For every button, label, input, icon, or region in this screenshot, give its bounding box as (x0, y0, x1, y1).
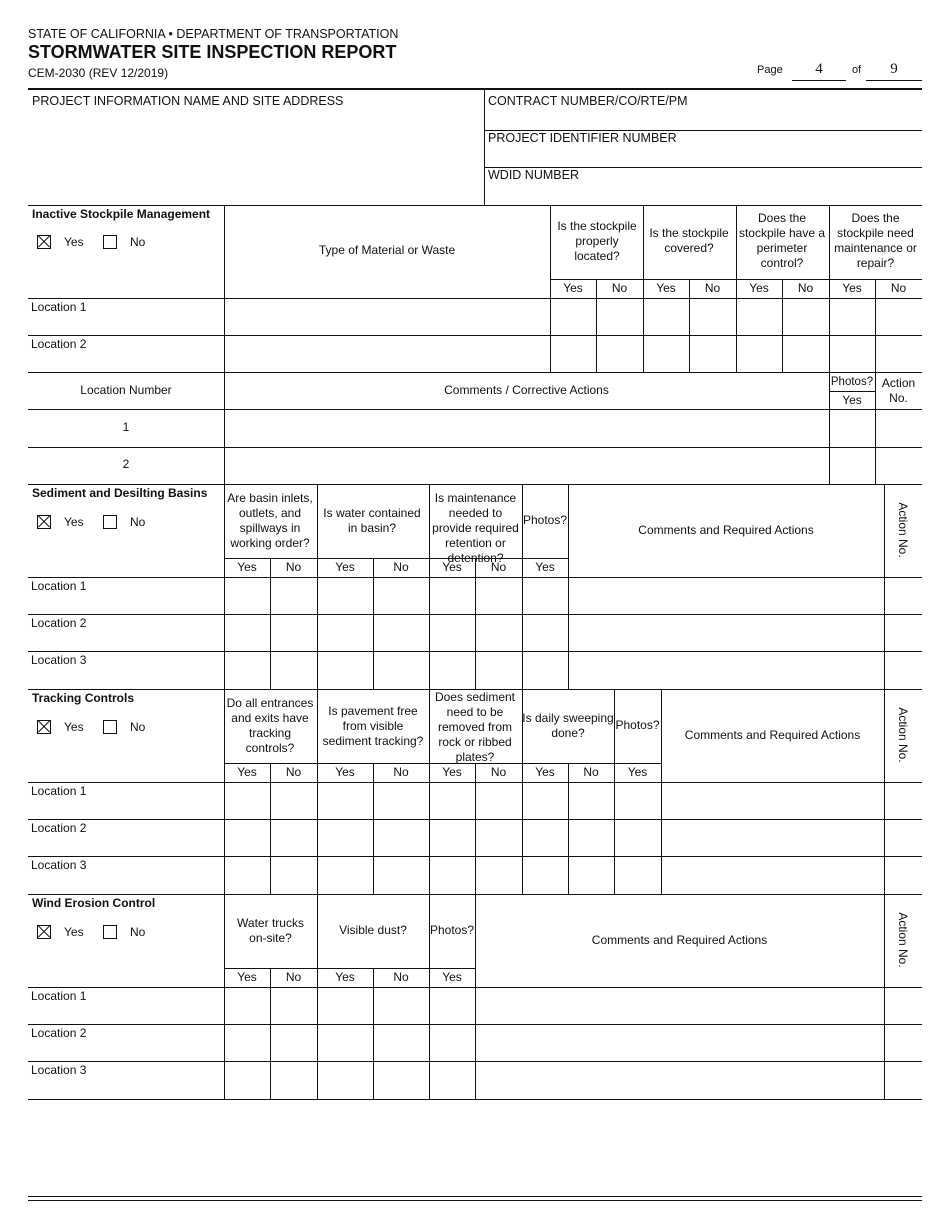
sediment-location-2: Location 2 (31, 616, 87, 630)
col-divider (614, 689, 615, 894)
col-divider (270, 968, 271, 1099)
col-divider (317, 689, 318, 894)
yes-header: Yes (842, 281, 862, 295)
yes-header: Yes (749, 281, 769, 295)
yes-header: Yes (442, 765, 462, 779)
rule (28, 484, 922, 485)
wind-yes-checkbox[interactable] (37, 925, 51, 939)
tracking-yes-label: Yes (64, 720, 84, 734)
yes-header: Yes (335, 560, 355, 574)
col-divider (373, 558, 374, 689)
stockpile-q1-header: Is the stockpile properly located? (557, 219, 637, 263)
rule (28, 298, 922, 299)
rule (28, 1099, 922, 1100)
col-divider (224, 894, 225, 1099)
sediment-yes-checkbox[interactable] (37, 515, 51, 529)
col-divider (317, 894, 318, 1099)
stockpile-no-checkbox[interactable] (103, 235, 117, 249)
stockpile-location-1: Location 1 (31, 300, 87, 314)
tracking-yes-checkbox[interactable] (37, 720, 51, 734)
sediment-no-label: No (130, 515, 146, 529)
photos-header: Photos? (830, 376, 874, 388)
sediment-location-3: Location 3 (31, 653, 87, 667)
col-divider (829, 205, 830, 484)
project-identifier-field[interactable]: PROJECT IDENTIFIER NUMBER (488, 131, 677, 145)
stockpile-q4-header: Does the stockpile need maintenance or repair? (834, 211, 917, 270)
tracking-q3-header: Does sediment need to be removed from rock or ribbed plates? (434, 690, 516, 764)
yes-header: Yes (442, 970, 462, 984)
photos-yes-header: Yes (842, 393, 862, 407)
col-divider (429, 894, 430, 1099)
no-header: No (393, 560, 409, 574)
tracking-section-title: Tracking Controls (32, 691, 135, 705)
wind-section-title: Wind Erosion Control (32, 896, 156, 910)
wind-q2-header: Visible dust? (339, 923, 407, 937)
no-header: No (490, 560, 507, 574)
no-header: No (704, 281, 721, 295)
rule-top (28, 88, 922, 90)
stockpile-yes-checkbox[interactable] (37, 235, 51, 249)
wind-location-1: Location 1 (31, 989, 87, 1003)
action-no-header: Action No. (881, 376, 916, 405)
wind-comments-header: Comments and Required Actions (591, 933, 768, 947)
no-header: No (285, 560, 302, 574)
no-header: No (285, 970, 302, 984)
col-divider (884, 894, 885, 1099)
yes-header: Yes (656, 281, 676, 295)
yes-header: Yes (627, 765, 648, 779)
rule (28, 372, 922, 373)
col-divider (661, 689, 662, 894)
no-header: No (797, 281, 814, 295)
no-header: No (611, 281, 628, 295)
col-divider (373, 968, 374, 1099)
col-divider (224, 689, 225, 894)
bottom-rule (28, 1200, 922, 1201)
wind-photos-header: Photos? (429, 923, 475, 937)
col-divider (475, 894, 476, 1099)
wind-no-label: No (130, 925, 146, 939)
rule (28, 409, 922, 410)
page-number-underline (792, 80, 846, 81)
yes-header: Yes (442, 560, 462, 574)
contract-number-field[interactable]: CONTRACT NUMBER/CO/RTE/PM (488, 94, 688, 108)
wind-location-3: Location 3 (31, 1063, 87, 1077)
of-label: of (852, 64, 862, 76)
tracking-q1-header: Do all entrances and exits have tracking controls? (226, 696, 314, 755)
wdid-number-field[interactable]: WDID NUMBER (488, 168, 579, 182)
col-divider (475, 763, 476, 894)
col-divider (373, 763, 374, 894)
sediment-q3-header: Is maintenance needed to provide required retention or detention? (432, 491, 519, 565)
agency-line: STATE OF CALIFORNIA • DEPARTMENT OF TRANSPORTATION (28, 27, 399, 41)
project-info-field[interactable]: PROJECT INFORMATION NAME AND SITE ADDRESS (32, 94, 344, 108)
no-header: No (890, 281, 907, 295)
wind-action-header: Action No. (896, 912, 910, 968)
wind-location-2: Location 2 (31, 1026, 87, 1040)
col-divider (568, 763, 569, 894)
stockpile-q2-header: Is the stockpile covered? (649, 226, 729, 255)
sediment-section-title: Sediment and Desilting Basins (32, 486, 208, 500)
yes-header: Yes (335, 970, 355, 984)
rule (28, 205, 922, 206)
comment-row-2: 2 (122, 457, 130, 471)
yes-header: Yes (237, 970, 257, 984)
sediment-photos-header: Photos? (522, 513, 568, 527)
yes-header: Yes (335, 765, 355, 779)
col-divider (270, 558, 271, 689)
wind-no-checkbox[interactable] (103, 925, 117, 939)
sediment-q2-header: Is water contained in basin? (323, 506, 421, 535)
rule (224, 968, 475, 969)
page-total-field[interactable]: 9 (890, 61, 898, 77)
sediment-no-checkbox[interactable] (103, 515, 117, 529)
tracking-location-3: Location 3 (31, 858, 87, 872)
col-divider (224, 205, 225, 484)
sediment-q1-header: Are basin inlets, outlets, and spillways in working order? (227, 491, 313, 550)
rule (829, 391, 875, 392)
comment-row-1: 1 (122, 420, 130, 434)
no-header: No (285, 765, 302, 779)
tracking-comments-header: Comments and Required Actions (684, 728, 861, 742)
col-divider (429, 484, 430, 689)
tracking-photos-header: Photos? (615, 718, 660, 732)
stockpile-section-title: Inactive Stockpile Management (32, 207, 211, 221)
yes-header: Yes (563, 281, 583, 295)
sediment-location-1: Location 1 (31, 579, 87, 593)
bottom-rule (28, 1196, 922, 1197)
rule (28, 447, 922, 448)
col-divider (317, 484, 318, 689)
project-divider (484, 89, 485, 205)
wind-q1-header: Water trucks on-site? (237, 916, 304, 945)
col-divider (522, 689, 523, 894)
no-header: No (393, 765, 409, 779)
yes-header: Yes (535, 765, 555, 779)
no-header: No (490, 765, 507, 779)
location-number-header: Location Number (80, 383, 172, 397)
sediment-yes-label: Yes (64, 515, 84, 529)
no-header: No (393, 970, 409, 984)
stockpile-no-label: No (130, 235, 146, 249)
form-title: STORMWATER SITE INSPECTION REPORT (28, 42, 397, 62)
no-header: No (583, 765, 599, 779)
page-total-underline (866, 80, 922, 81)
yes-header: Yes (237, 560, 257, 574)
col-divider (884, 689, 885, 894)
stockpile-location-2: Location 2 (31, 337, 87, 351)
col-divider (884, 484, 885, 689)
tracking-no-label: No (130, 720, 146, 734)
yes-header: Yes (535, 560, 555, 574)
form-id: CEM-2030 (REV 12/2019) (28, 66, 169, 80)
tracking-no-checkbox[interactable] (103, 720, 117, 734)
stockpile-q3-header: Does the stockpile have a perimeter control? (738, 211, 826, 270)
wind-yes-label: Yes (64, 925, 84, 939)
sediment-comments-header: Comments and Required Actions (638, 523, 814, 537)
tracking-location-2: Location 2 (31, 821, 87, 835)
rule (224, 558, 568, 559)
page-number-field[interactable]: 4 (815, 61, 823, 77)
tracking-location-1: Location 1 (31, 784, 87, 798)
material-header: Type of Material or Waste (318, 243, 456, 257)
tracking-q4-header: Is daily sweeping done? (522, 711, 614, 740)
rule (28, 335, 922, 336)
rule (224, 763, 661, 764)
tracking-q2-header: Is pavement free from visible sediment tracking? (322, 704, 424, 748)
sediment-action-header: Action No. (896, 502, 910, 558)
tracking-action-header: Action No. (896, 707, 910, 763)
col-divider (475, 558, 476, 689)
page-label: Page (757, 64, 783, 76)
stockpile-yes-label: Yes (64, 235, 84, 249)
col-divider (224, 484, 225, 689)
col-divider (568, 484, 569, 689)
comments-header: Comments / Corrective Actions (444, 383, 609, 397)
col-divider (429, 689, 430, 894)
yes-header: Yes (237, 765, 257, 779)
col-divider (522, 484, 523, 689)
col-divider (270, 763, 271, 894)
